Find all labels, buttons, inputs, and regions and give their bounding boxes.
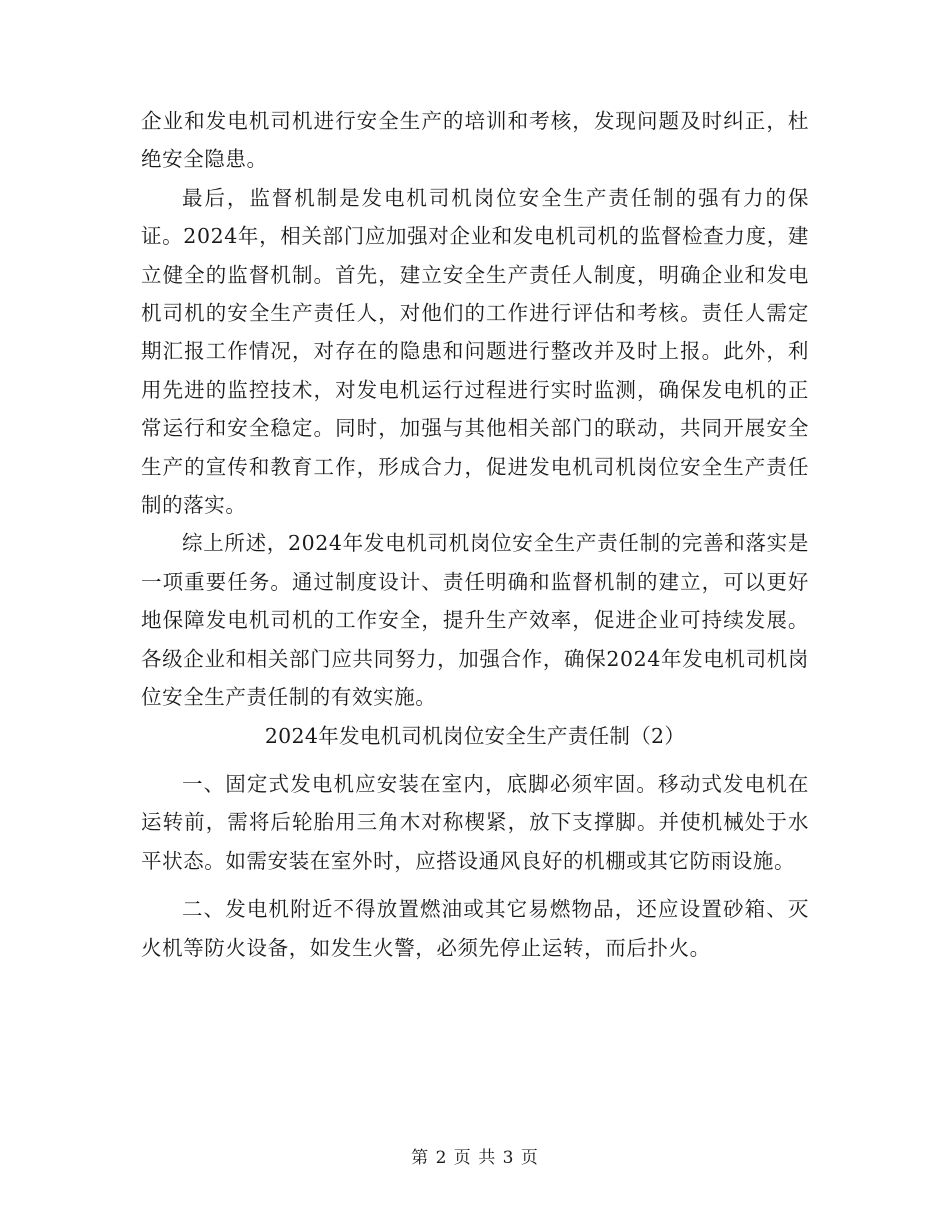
paragraph-supervision: 最后，监督机制是发电机司机岗位安全生产责任制的强有力的保证。2024年，相关部门应加强对企业和发电机司机的监督检查力度，建立健全的监督机制。首先，建立安全生产责任人制度，明确企业和发电机司机的安全生产责任人，对他们的工作进行评估和考核。责任人需定期汇报工作情况，对存在的隐患和问题进行整改并及时上报。此外，利用先进的监控技术，对发电机运行过程进行实时监测，确保发电机的正常运行和安全稳定。同时，加强与其他相关部门的联动，共同开展安全生产的宣传和教育工作，形成合力，促进发电机司机岗位安全生产责任制的落实。 [141,185,809,518]
page-number-footer: 第 2 页 共 3 页 [411,1148,539,1168]
paragraph-item-2: 二、发电机附近不得放置燃油或其它易燃物品，还应设置砂箱、灭火机等防火设备，如发生火警，必须先停止运转，而后扑火。 [141,897,809,960]
paragraph-summary: 综上所述，2024年发电机司机岗位安全生产责任制的完善和落实是一项重要任务。通过制度设计、责任明确和监督机制的建立，可以更好地保障发电机司机的工作安全，提升生产效率，促进企业可持续发展。各级企业和相关部门应共同努力，加强合作，确保2024年发电机司机岗位安全生产责任制的有效实施。 [141,531,809,710]
document-body [141,102,809,967]
paragraph-continuation: 企业和发电机司机进行安全生产的培训和考核，发现问题及时纠正，杜绝安全隐患。 [141,109,809,172]
section-title: 2024年发电机司机岗位安全生产责任制（2） [264,723,686,748]
paragraph-item-1: 一、固定式发电机应安装在室内，底脚必须牢固。移动式发电机在运转前，需将后轮胎用三角木对称楔紧，放下支撑脚。并使机械处于水平状态。如需安装在室外时，应搭设通风良好的机棚或其它防雨设施。 [141,771,809,873]
